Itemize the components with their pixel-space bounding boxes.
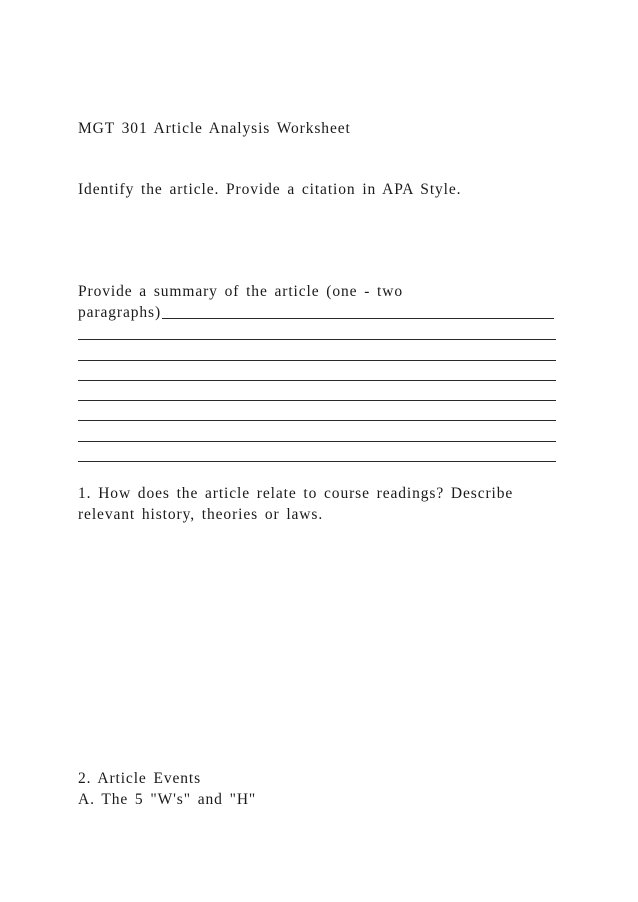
- summary-answer-rule: [78, 339, 556, 340]
- summary-answer-rule: [78, 441, 556, 442]
- question-1-line-1: 1. How does the article relate to course readings? Describe: [78, 485, 514, 502]
- summary-answer-rule-inline: [162, 317, 554, 319]
- summary-answer-rule: [78, 360, 556, 361]
- question-2-heading: 2. Article Events: [78, 770, 202, 787]
- summary-prompt-line-2: [78, 303, 554, 323]
- question-2a: A. The 5 "W's" and "H": [78, 791, 257, 808]
- summary-answer-rule: [78, 420, 556, 421]
- question-1-line-2: relevant history, theories or laws.: [78, 506, 324, 523]
- summary-answer-rule: [78, 400, 556, 401]
- summary-answer-rule: [78, 380, 556, 381]
- worksheet-title: MGT 301 Article Analysis Worksheet: [78, 120, 351, 137]
- summary-prompt-line-1: Provide a summary of the article (one - two: [78, 283, 404, 300]
- summary-answer-rule: [78, 461, 556, 462]
- identify-article-prompt: Identify the article. Provide a citation in APA Style.: [78, 181, 462, 198]
- summary-prompt-paragraphs-label: paragraphs): [78, 304, 162, 321]
